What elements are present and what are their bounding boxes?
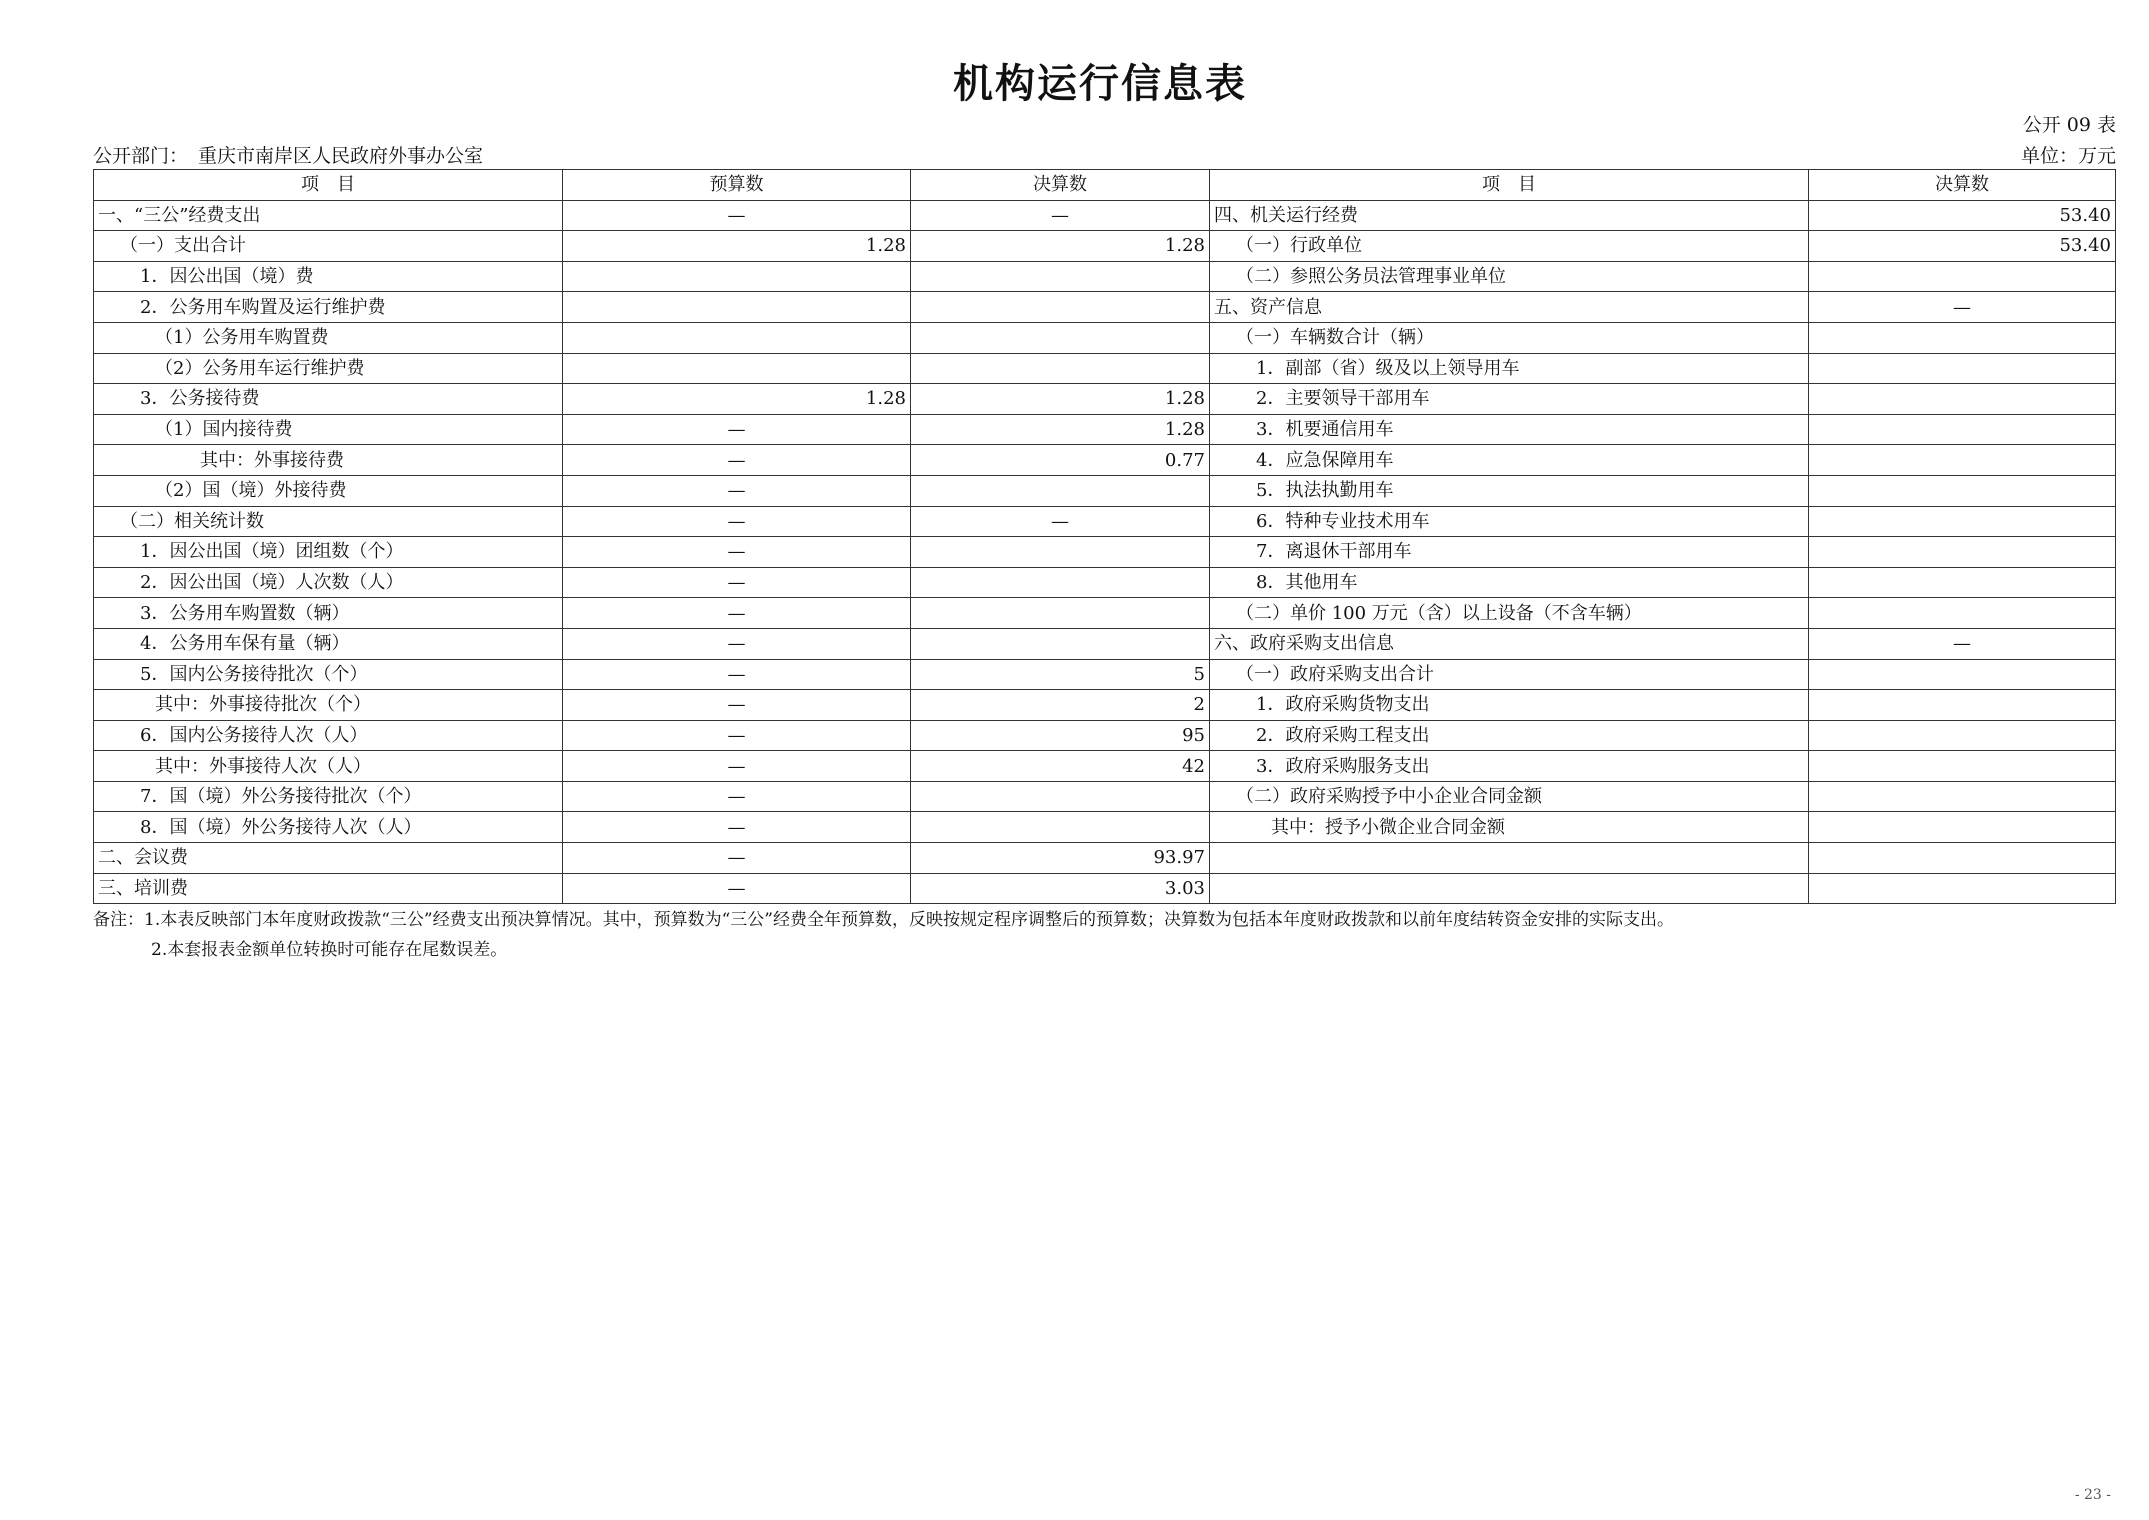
row-actual-right bbox=[1809, 353, 2116, 384]
row-budget: — bbox=[563, 751, 911, 782]
row-budget: — bbox=[563, 690, 911, 721]
row-actual-right: 53.40 bbox=[1809, 231, 2116, 262]
row-actual-left: 95 bbox=[911, 720, 1210, 751]
row-actual-right bbox=[1809, 384, 2116, 415]
row-item-left: 1．因公出国（境）费 bbox=[94, 261, 563, 292]
row-item-left: 6．国内公务接待人次（人） bbox=[94, 720, 563, 751]
row-budget: — bbox=[563, 720, 911, 751]
row-item-right: 2．政府采购工程支出 bbox=[1210, 720, 1809, 751]
row-item-right: （一）政府采购支出合计 bbox=[1210, 659, 1809, 690]
note-2: 2.本套报表金额单位转换时可能存在尾数误差。 bbox=[151, 940, 508, 960]
row-actual-right bbox=[1809, 414, 2116, 445]
row-actual-right bbox=[1809, 261, 2116, 292]
table-row bbox=[94, 873, 2116, 904]
row-budget bbox=[563, 292, 911, 323]
row-actual-right bbox=[1809, 445, 2116, 476]
table-row bbox=[94, 200, 2116, 231]
row-budget: — bbox=[563, 445, 911, 476]
row-actual-left bbox=[911, 628, 1210, 659]
row-actual-right bbox=[1809, 781, 2116, 812]
row-budget: — bbox=[563, 537, 911, 568]
row-item-right bbox=[1210, 843, 1809, 874]
table-row bbox=[94, 322, 2116, 353]
row-actual-right bbox=[1809, 506, 2116, 537]
row-actual-right: 53.40 bbox=[1809, 200, 2116, 231]
row-item-right: 4．应急保障用车 bbox=[1210, 445, 1809, 476]
row-actual-left bbox=[911, 812, 1210, 843]
row-item-right: 5．执法执勤用车 bbox=[1210, 475, 1809, 506]
row-actual-right bbox=[1809, 812, 2116, 843]
row-actual-left bbox=[911, 322, 1210, 353]
row-actual-right bbox=[1809, 475, 2116, 506]
table-row bbox=[94, 567, 2116, 598]
row-item-right: （一）车辆数合计（辆） bbox=[1210, 322, 1809, 353]
table-row bbox=[94, 720, 2116, 751]
row-actual-left: 93.97 bbox=[911, 843, 1210, 874]
page-title: 机构运行信息表 bbox=[953, 61, 1247, 107]
notes bbox=[93, 905, 1674, 965]
row-item-right: （二）政府采购授予中小企业合同金额 bbox=[1210, 781, 1809, 812]
row-budget: — bbox=[563, 781, 911, 812]
row-item-left: 三、培训费 bbox=[94, 873, 563, 904]
header-actual-left: 决算数 bbox=[911, 170, 1210, 201]
row-actual-left bbox=[911, 567, 1210, 598]
row-item-left: 5．国内公务接待批次（个） bbox=[94, 659, 563, 690]
table-row bbox=[94, 506, 2116, 537]
row-item-right: 1．副部（省）级及以上领导用车 bbox=[1210, 353, 1809, 384]
table-row bbox=[94, 414, 2116, 445]
row-actual-right bbox=[1809, 598, 2116, 629]
table-row bbox=[94, 261, 2116, 292]
page-number: - 23 - bbox=[2074, 1487, 2111, 1503]
row-actual-left bbox=[911, 292, 1210, 323]
row-actual-left: — bbox=[911, 506, 1210, 537]
row-actual-right bbox=[1809, 659, 2116, 690]
row-item-right: 3．政府采购服务支出 bbox=[1210, 751, 1809, 782]
header-item-right: 项 目 bbox=[1210, 170, 1809, 201]
row-item-left: 7．国（境）外公务接待批次（个） bbox=[94, 781, 563, 812]
row-actual-right bbox=[1809, 843, 2116, 874]
table-row bbox=[94, 445, 2116, 476]
table-row bbox=[94, 598, 2116, 629]
header-actual-right: 决算数 bbox=[1809, 170, 2116, 201]
row-budget: — bbox=[563, 598, 911, 629]
form-number: 公开 09 表 bbox=[2022, 114, 2116, 136]
row-actual-left bbox=[911, 261, 1210, 292]
department-label: 公开部门： bbox=[93, 145, 189, 167]
table-row bbox=[94, 690, 2116, 721]
row-actual-right: — bbox=[1809, 628, 2116, 659]
row-actual-right bbox=[1809, 751, 2116, 782]
row-item-left: 3．公务接待费 bbox=[94, 384, 563, 415]
row-actual-right bbox=[1809, 567, 2116, 598]
row-budget bbox=[563, 322, 911, 353]
row-item-right: 六、政府采购支出信息 bbox=[1210, 628, 1809, 659]
row-item-right: （二）参照公务员法管理事业单位 bbox=[1210, 261, 1809, 292]
note-1: 备注：1.本表反映部门本年度财政拨款“三公”经费支出预决算情况。其中，预算数为“三公”经费全年预算数，反映按规定程序调整后的预算数；决算数为包括本年度财政拨款和以前年度结转资金安排的实际支出。 bbox=[93, 910, 1674, 930]
department-line bbox=[93, 141, 483, 168]
table-row bbox=[94, 292, 2116, 323]
unit-label: 单位：万元 bbox=[2020, 145, 2116, 167]
row-item-right: 6．特种专业技术用车 bbox=[1210, 506, 1809, 537]
table-row bbox=[94, 628, 2116, 659]
row-item-right: （二）单价 100 万元（含）以上设备（不含车辆） bbox=[1210, 598, 1809, 629]
row-item-right bbox=[1210, 873, 1809, 904]
row-actual-left: — bbox=[911, 200, 1210, 231]
row-item-left: 一、“三公”经费支出 bbox=[94, 200, 563, 231]
row-item-left: 4．公务用车保有量（辆） bbox=[94, 628, 563, 659]
row-budget: 1.28 bbox=[563, 384, 911, 415]
row-budget: — bbox=[563, 812, 911, 843]
row-item-right: 四、机关运行经费 bbox=[1210, 200, 1809, 231]
row-item-right: 1．政府采购货物支出 bbox=[1210, 690, 1809, 721]
row-item-right: 2．主要领导干部用车 bbox=[1210, 384, 1809, 415]
row-item-left: 2．公务用车购置及运行维护费 bbox=[94, 292, 563, 323]
row-item-left: 8．国（境）外公务接待人次（人） bbox=[94, 812, 563, 843]
row-item-left: （1）公务用车购置费 bbox=[94, 322, 563, 353]
row-actual-right bbox=[1809, 537, 2116, 568]
table-row bbox=[94, 812, 2116, 843]
row-actual-left: 42 bbox=[911, 751, 1210, 782]
row-item-left: 其中：外事接待批次（个） bbox=[94, 690, 563, 721]
table-row bbox=[94, 659, 2116, 690]
row-item-left: 3．公务用车购置数（辆） bbox=[94, 598, 563, 629]
row-budget: — bbox=[563, 567, 911, 598]
row-item-left: 其中：外事接待费 bbox=[94, 445, 563, 476]
table-row bbox=[94, 843, 2116, 874]
row-actual-right bbox=[1809, 720, 2116, 751]
row-actual-left: 1.28 bbox=[911, 414, 1210, 445]
row-budget: — bbox=[563, 628, 911, 659]
row-actual-right bbox=[1809, 322, 2116, 353]
row-actual-right bbox=[1809, 873, 2116, 904]
row-budget: — bbox=[563, 414, 911, 445]
row-item-left: 1．因公出国（境）团组数（个） bbox=[94, 537, 563, 568]
row-actual-left: 2 bbox=[911, 690, 1210, 721]
operation-info-table bbox=[93, 169, 2116, 904]
row-actual-left bbox=[911, 353, 1210, 384]
row-budget bbox=[563, 353, 911, 384]
department-name: 重庆市南岸区人民政府外事办公室 bbox=[198, 145, 484, 167]
row-item-left: （2）公务用车运行维护费 bbox=[94, 353, 563, 384]
table-row bbox=[94, 231, 2116, 262]
row-item-left: （1）国内接待费 bbox=[94, 414, 563, 445]
row-actual-left: 1.28 bbox=[911, 384, 1210, 415]
table-row bbox=[94, 781, 2116, 812]
row-item-right: 其中：授予小微企业合同金额 bbox=[1210, 812, 1809, 843]
row-budget: — bbox=[563, 843, 911, 874]
header-item-left: 项 目 bbox=[94, 170, 563, 201]
row-item-left: 2．因公出国（境）人次数（人） bbox=[94, 567, 563, 598]
table-row bbox=[94, 384, 2116, 415]
row-actual-right: — bbox=[1809, 292, 2116, 323]
row-budget: 1.28 bbox=[563, 231, 911, 262]
row-item-right: 8．其他用车 bbox=[1210, 567, 1809, 598]
row-budget: — bbox=[563, 475, 911, 506]
row-actual-left: 1.28 bbox=[911, 231, 1210, 262]
table-row bbox=[94, 353, 2116, 384]
row-actual-left: 3.03 bbox=[911, 873, 1210, 904]
row-item-left: （一）支出合计 bbox=[94, 231, 563, 262]
row-budget bbox=[563, 261, 911, 292]
row-item-right: （一）行政单位 bbox=[1210, 231, 1809, 262]
row-item-left: 二、会议费 bbox=[94, 843, 563, 874]
row-item-left: （二）相关统计数 bbox=[94, 506, 563, 537]
row-item-left: 其中：外事接待人次（人） bbox=[94, 751, 563, 782]
row-actual-left bbox=[911, 475, 1210, 506]
row-budget: — bbox=[563, 873, 911, 904]
table-row bbox=[94, 537, 2116, 568]
row-budget: — bbox=[563, 659, 911, 690]
table-body bbox=[94, 200, 2116, 904]
row-actual-right bbox=[1809, 690, 2116, 721]
row-item-right: 3．机要通信用车 bbox=[1210, 414, 1809, 445]
table-row bbox=[94, 751, 2116, 782]
row-actual-left bbox=[911, 537, 1210, 568]
row-actual-left bbox=[911, 781, 1210, 812]
row-budget: — bbox=[563, 200, 911, 231]
row-actual-left: 5 bbox=[911, 659, 1210, 690]
table-row bbox=[94, 475, 2116, 506]
row-actual-left bbox=[911, 598, 1210, 629]
row-item-right: 五、资产信息 bbox=[1210, 292, 1809, 323]
row-budget: — bbox=[563, 506, 911, 537]
row-actual-left: 0.77 bbox=[911, 445, 1210, 476]
row-item-left: （2）国（境）外接待费 bbox=[94, 475, 563, 506]
table-header-row bbox=[94, 170, 2116, 201]
row-item-right: 7．离退休干部用车 bbox=[1210, 537, 1809, 568]
header-budget: 预算数 bbox=[563, 170, 911, 201]
